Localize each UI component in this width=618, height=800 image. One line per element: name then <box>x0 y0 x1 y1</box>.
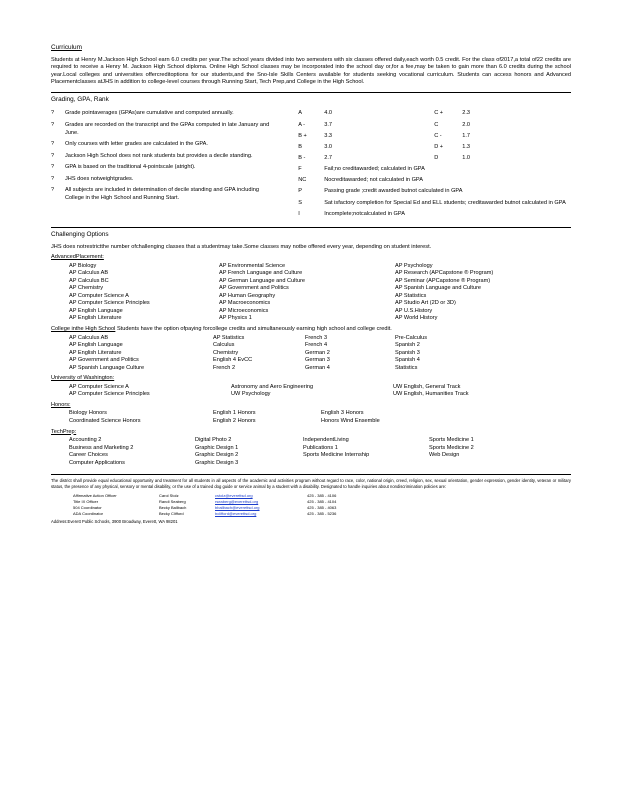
course-column <box>195 437 303 467</box>
district-address: Address:Everett Public Schools, 3900 Broadway, Everett, WA 98201 <box>51 519 178 525</box>
grade-code-row <box>298 200 571 208</box>
course-item: Chemistry <box>213 349 239 356</box>
grade-code-description: Nocreditawarded; not calculated in GPA <box>324 177 423 184</box>
grade-scale <box>298 110 571 221</box>
contact-phone: 425 - 385 - 4063 <box>307 505 337 511</box>
course-item: German 2 <box>305 349 330 356</box>
course-item: Business and Marketing 2 <box>69 444 134 451</box>
grade-code-description: Incomplete;notcalculated in GPA <box>324 210 405 217</box>
course-item: AP Calculus AB <box>69 334 109 341</box>
grading-heading: Grading, GPA, Rank <box>51 95 109 103</box>
grade-code: P <box>298 188 302 195</box>
grading-list <box>51 110 270 221</box>
contact-email[interactable]: bballbach@everettsd.org <box>215 505 260 511</box>
course-item: AP Statistics <box>213 334 245 341</box>
grade-letter: B - <box>298 155 306 162</box>
grade-code-description: Fail;no creditawarded; calculated in GPA <box>324 166 425 173</box>
contact-phone: 425 - 385 - 5236 <box>307 511 337 517</box>
grade-code-description: Sat isfactory completion for Special Ed and ELL students; creditawarded butnot calculated in GPA <box>324 199 566 206</box>
course-item: AP Microeconomics <box>219 307 269 314</box>
nondiscrimination-notice: The district shall provide equal educational opportunity and treatment for all students in all aspects of the academic and activities program without regard to race, color, national origin, creed, religion, sex, sexual orientation, gender expression, gender identity, veteran or military status, the presence of any physical, sensory or mental disability, or the use of a trained dog guide or service animal by a student with a disability. Designated to handle inquiries about nondiscrimination policies are: <box>51 478 571 490</box>
bullet-marker: ? <box>51 110 55 117</box>
grade-scale-row <box>298 110 571 118</box>
grading-item-text: Grade pointaverages (GPAs)are cumulative and computed annually. <box>65 110 234 117</box>
course-column <box>213 410 321 425</box>
course-item: IndependentLiving <box>303 437 349 444</box>
grading-item <box>51 187 270 202</box>
ap-courses <box>51 263 571 323</box>
grade-scale-row <box>298 122 571 130</box>
contact-name: Becky Clifford <box>159 511 184 517</box>
course-item: English 2 Honors <box>213 418 256 424</box>
nondiscrimination-footer <box>51 478 571 525</box>
course-column <box>321 410 481 425</box>
course-item: French 3 <box>305 334 328 341</box>
course-column <box>219 263 395 323</box>
course-item: German 4 <box>305 364 330 371</box>
course-item: AP English Literature <box>69 349 122 356</box>
contact-role: Affirmative Action Officer <box>73 493 117 499</box>
contact-phone: 425 - 385 - 4104 <box>307 499 337 505</box>
course-item: Graphic Design 2 <box>195 452 239 459</box>
course-item: Astronomy and Aero Engineering <box>231 383 314 390</box>
course-item: French 4 <box>305 342 328 349</box>
course-item: AP Research (APCapstone ® Program) <box>395 270 494 277</box>
course-column <box>303 437 429 467</box>
bullet-marker: ? <box>51 152 55 159</box>
grade-points: 2.7 <box>324 155 332 162</box>
course-column <box>395 263 565 323</box>
techprep-heading: TechPrep: <box>51 428 77 435</box>
course-item: English 1 Honors <box>213 410 256 417</box>
course-item: AP Computer Science Principles <box>69 391 150 398</box>
grade-code-row <box>298 177 571 185</box>
contact-name: Carol Stolz <box>159 493 179 499</box>
course-item: English 4 EvCC <box>213 357 253 364</box>
course-item: AP Computer Science Principles <box>69 300 150 307</box>
course-item: Career Choices <box>69 452 108 459</box>
honors-heading: Honors: <box>51 401 71 408</box>
contact-name: Randi Seaberg <box>159 499 186 505</box>
course-item: Statistics <box>395 364 418 371</box>
course-column <box>231 384 393 399</box>
chs-text: Students have the option ofpaying forcollege credits and simultaneously earning high school and college credit. <box>116 325 392 332</box>
honors-courses <box>51 410 571 425</box>
grading-item <box>51 176 270 184</box>
course-item: Honors Wind Ensemble <box>321 418 380 424</box>
contact-email[interactable]: cstolz@everettsd.org <box>215 493 253 499</box>
challenging-text: JHS does notrestrictthe number ofchallenging classes that a studentmay take.Some classes may notbe offered every year, depending on student interest. <box>51 243 432 250</box>
grading-item <box>51 141 270 149</box>
uw-heading: University of Washington: <box>51 375 115 382</box>
contact-email[interactable]: bclifford@everettsd.org <box>215 511 257 517</box>
grade-points: 3.7 <box>324 121 332 128</box>
grading-item <box>51 122 270 137</box>
grade-code: NC <box>298 177 307 184</box>
course-item: Sports Medicine 1 <box>429 437 474 444</box>
course-column <box>69 263 219 323</box>
bullet-marker: ? <box>51 122 55 129</box>
course-item: AP Psychology <box>395 262 433 269</box>
grade-code-row <box>298 211 571 219</box>
curriculum-text: Students at Henry M.Jackson High School earn 6.0 credits per year.The school years divided into two semesters with six classes offered daily,each worth 0.5 credit. For the class of2017,a total of22 credits are required to receive a Henry M. Jackson High School diploma. Online High School classes may be incorporated into the school day or,for a fee,may be taken to gain more than 6.0 credits during the school year.Local colleges and universities offercreditoptions for our students,and the Sno-Isle Skills Centers available for students seeking vocational curriculum. Students can access honors and Advanced Placementclasses atJHS in addition to college-level courses through Running Start, Tech Prep,and College in the High School. <box>51 56 571 86</box>
grade-letter: B + <box>298 132 307 139</box>
course-item: AP World History <box>395 315 438 322</box>
course-column <box>69 384 231 399</box>
bullet-marker: ? <box>51 187 55 194</box>
grade-points: 3.0 <box>324 143 332 150</box>
grade-letter: C <box>434 121 439 128</box>
course-item: AP Biology <box>69 262 97 269</box>
contacts-list <box>51 493 571 517</box>
course-item: Spanish 2 <box>395 342 420 349</box>
document-page <box>51 44 571 526</box>
course-item: Digital Photo 2 <box>195 437 232 444</box>
course-item: AP Spanish Language Culture <box>69 364 145 371</box>
grade-points: 1.3 <box>462 143 470 150</box>
bullet-marker: ? <box>51 164 55 171</box>
uw-courses <box>51 384 571 399</box>
chs-courses <box>51 335 571 373</box>
course-item: AP English Language <box>69 342 123 349</box>
course-item: Publications 1 <box>303 444 338 451</box>
curriculum-heading: Curriculum <box>51 44 82 51</box>
contact-phone: 425 - 385 - 4106 <box>307 493 337 499</box>
course-item: Graphic Design 3 <box>195 459 239 466</box>
grading-item-text: JHS does notweightgrades. <box>65 175 134 182</box>
course-item: AP English Language <box>69 307 123 314</box>
course-column <box>69 335 213 373</box>
contact-name: Becky Ballbach <box>159 505 187 511</box>
grade-code: S <box>298 199 302 206</box>
course-item: AP Environmental Science <box>219 262 286 269</box>
course-column <box>429 437 549 467</box>
contact-row <box>73 511 571 517</box>
grade-code-description: Passing grade ;credit awarded butnot calculated in GPA <box>324 188 463 195</box>
course-column <box>305 335 395 373</box>
grade-code: I <box>298 210 300 217</box>
grade-code-row <box>298 166 571 174</box>
course-item: AP Calculus AB <box>69 270 109 277</box>
grade-points: 1.0 <box>462 155 470 162</box>
course-item: English 3 Honors <box>321 410 364 417</box>
course-column <box>213 335 305 373</box>
grade-scale-row <box>298 133 571 141</box>
grade-scale-row <box>298 155 571 163</box>
grade-points: 2.3 <box>462 110 470 117</box>
course-item: AP Studio Art (2D or 3D) <box>395 300 456 307</box>
course-item: AP Government and Politics <box>219 285 289 292</box>
grade-points: 2.0 <box>462 121 470 128</box>
curriculum-section <box>51 44 571 87</box>
course-column <box>69 410 213 425</box>
contact-role: Title IX Officer <box>73 499 99 505</box>
course-item: Accounting 2 <box>69 437 102 444</box>
course-item: Sports Medicine 2 <box>429 444 474 451</box>
course-column <box>395 335 515 373</box>
course-item: Graphic Design 1 <box>195 444 239 451</box>
grading-section <box>51 96 571 222</box>
techprep-courses <box>51 437 571 467</box>
grade-letter: D <box>434 155 439 162</box>
challenging-heading: Challenging Options <box>51 230 109 238</box>
course-column <box>69 437 195 467</box>
contact-email[interactable]: rseaberg@everettsd.org <box>215 499 259 505</box>
course-item: Biology Honors <box>69 410 107 417</box>
grade-scale-row <box>298 144 571 152</box>
grade-letter: C - <box>434 132 442 139</box>
grade-code-row <box>298 188 571 196</box>
course-item: UW Psychology <box>231 391 271 398</box>
grading-item-text: Grades are recorded on the transcript and the GPAs computed in late January and June. <box>65 122 270 136</box>
course-item: AP Government and Politics <box>69 357 139 364</box>
course-item: AP English Literature <box>69 315 122 322</box>
course-item: AP French Language and Culture <box>219 270 303 277</box>
course-item: German 3 <box>305 357 330 364</box>
course-item: Spanish 3 <box>395 349 420 356</box>
grade-letter: D + <box>434 143 444 150</box>
course-item: Sports Medicine Internship <box>303 452 370 459</box>
course-item: Spanish 4 <box>395 357 420 364</box>
chs-paragraph <box>51 326 571 334</box>
ap-heading: AdvancedPlacement: <box>51 254 104 261</box>
bullet-marker: ? <box>51 141 55 148</box>
course-item: AP Computer Science A <box>69 383 129 390</box>
course-item: AP U.S.History <box>395 307 433 314</box>
course-item: Web Design <box>429 452 460 459</box>
course-item: AP German Language and Culture <box>219 277 306 284</box>
challenging-section <box>51 231 571 467</box>
contact-role: ADA Coordinator <box>73 511 104 517</box>
divider <box>51 474 571 475</box>
grade-letter: B <box>298 143 302 150</box>
course-item: Calculus <box>213 342 235 349</box>
course-item: AP Chemistry <box>69 285 104 292</box>
divider <box>51 227 571 228</box>
course-item: AP Computer Science A <box>69 292 129 299</box>
course-item: AP Statistics <box>395 292 427 299</box>
chs-heading: College inthe High School <box>51 325 116 332</box>
course-item: AP Spanish Language and Culture <box>395 285 482 292</box>
grading-item <box>51 110 270 118</box>
course-column <box>393 384 563 399</box>
divider <box>51 92 571 93</box>
grade-letter: C + <box>434 110 444 117</box>
grading-item <box>51 164 270 172</box>
course-item: AP Human Geography <box>219 292 276 299</box>
course-item: AP Macroeconomics <box>219 300 271 307</box>
grade-points: 1.7 <box>462 132 470 139</box>
course-item: French 2 <box>213 364 236 371</box>
course-item: AP Physics 1 <box>219 315 252 322</box>
grading-item-text: GPA is based on the traditional 4-pointscale (atright). <box>65 164 196 171</box>
course-item: Computer Applications <box>69 459 125 466</box>
course-item: UW English, General Track <box>393 383 461 390</box>
grading-item-text: Only courses with letter grades are calculated in the GPA. <box>65 141 208 148</box>
contact-role: 504 Coordinator <box>73 505 102 511</box>
grading-item-text: All subjects are included in determination of decile standing and GPA including College in the High School and Running Start. <box>65 187 259 201</box>
grade-letter: A - <box>298 121 306 128</box>
grade-points: 4.0 <box>324 110 332 117</box>
grading-item <box>51 153 270 161</box>
course-item: Coordinated Science Honors <box>69 418 141 424</box>
bullet-marker: ? <box>51 175 55 182</box>
course-item: AP Calculus BC <box>69 277 109 284</box>
grade-code: F <box>298 166 302 173</box>
grade-points: 3.3 <box>324 132 332 139</box>
course-item: AP Seminar (APCapstone ® Program) <box>395 277 491 284</box>
grade-letter: A <box>298 110 302 117</box>
course-item: UW English, Humanities Track <box>393 391 469 398</box>
grading-item-text: Jackson High School does not rank students but provides a decile standing. <box>65 152 253 159</box>
course-item: Pre-Calculus <box>395 334 428 341</box>
